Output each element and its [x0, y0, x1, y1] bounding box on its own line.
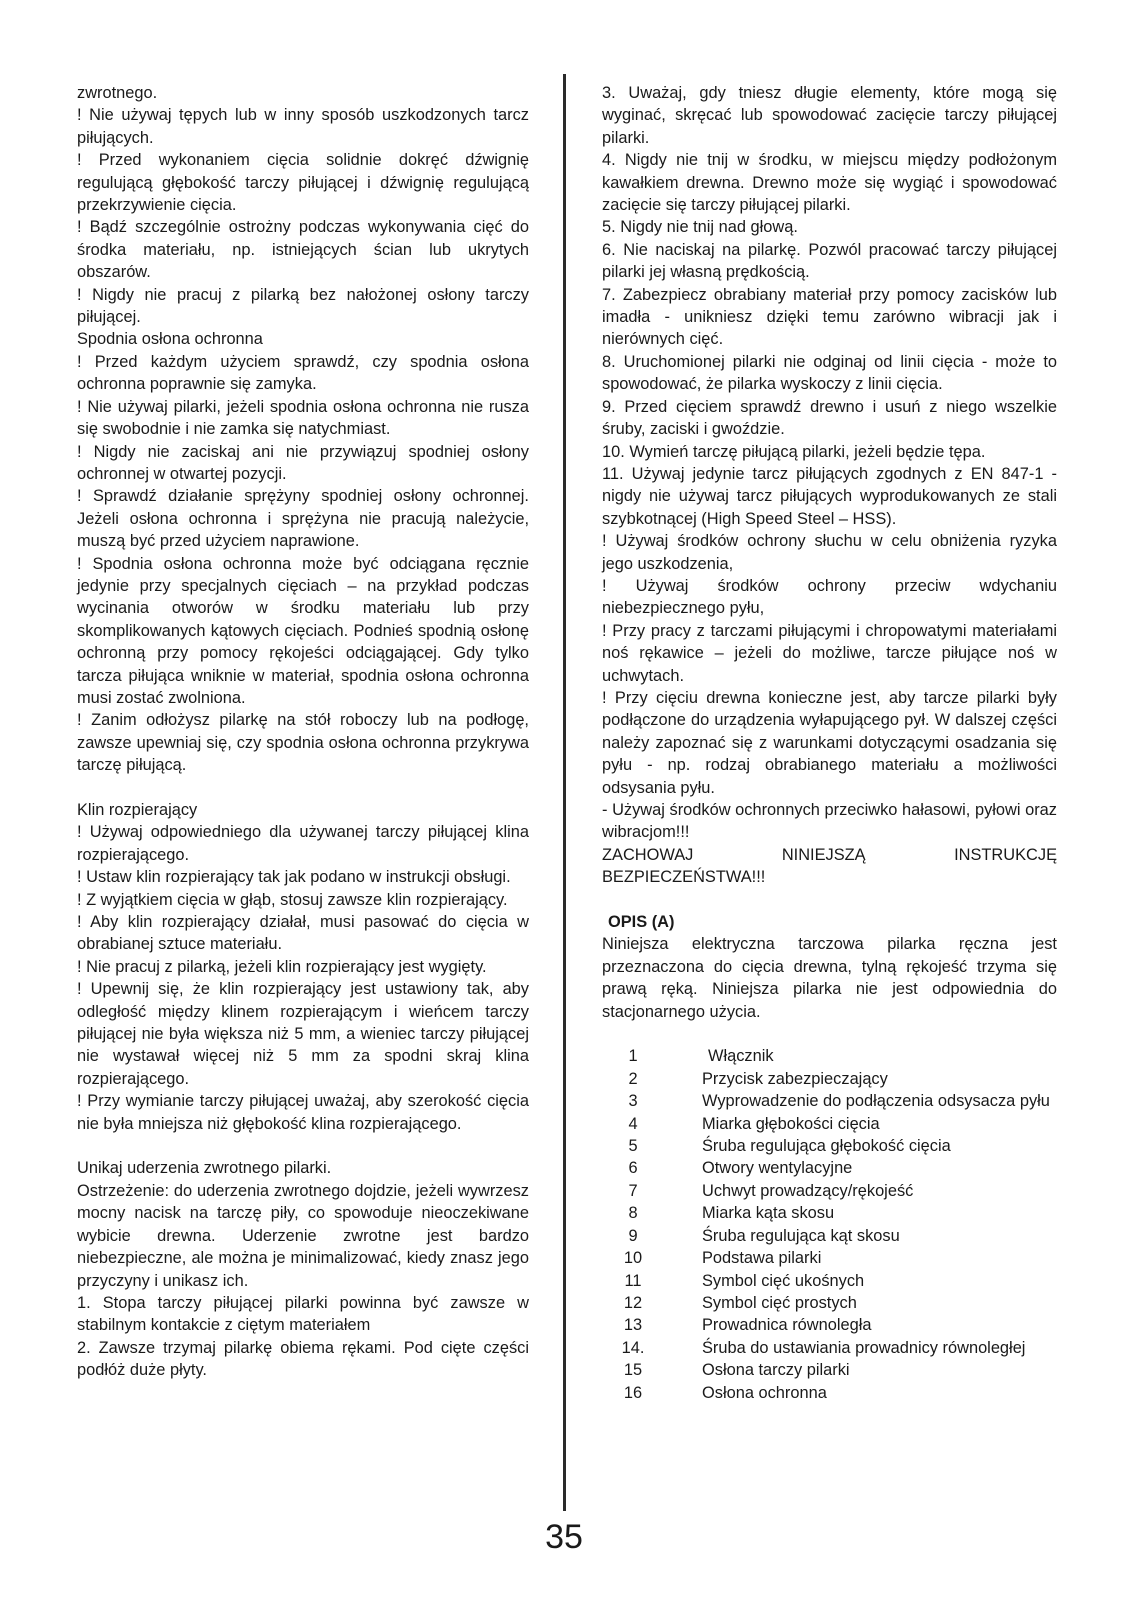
- legend-number: 6: [628, 1159, 638, 1178]
- left-paragraph: ! Przed wykonaniem cięcia solidnie dokręć dźwignię regulującą głębokość tarczy piłującej i dźwignię regulującą przekrzywienie cięcia.: [77, 151, 529, 215]
- legend-item: [602, 1292, 1057, 1314]
- legend-item: [602, 1135, 1057, 1157]
- legend-item: [602, 1045, 1057, 1067]
- legend-number: 3: [628, 1092, 638, 1111]
- legend-label: Osłona tarczy pilarki: [702, 1361, 850, 1380]
- section-heading: OPIS (A): [608, 913, 675, 932]
- left-paragraph: ! Nigdy nie zaciskaj ani nie przywiązuj spodniej osłony ochronnej w otwartej pozycji.: [77, 442, 529, 483]
- legend-label: Śruba regulująca kąt skosu: [702, 1226, 900, 1245]
- legend-number: 14.: [621, 1338, 645, 1357]
- legend-label: Miarka kąta skosu: [702, 1204, 835, 1223]
- left-paragraph: 1. Stopa tarczy piłującej pilarki powinna być zawsze w stabilnym kontakcie z ciętym materiałem: [77, 1293, 529, 1335]
- legend-label: Podstawa pilarki: [702, 1249, 822, 1268]
- legend-label: Przycisk zabezpieczający: [702, 1069, 888, 1088]
- legend-item: [602, 1202, 1057, 1224]
- left-paragraph: ! Nie pracuj z pilarką, jeżeli klin rozpierający jest wygięty.: [77, 957, 487, 976]
- right-paragraph: 11. Używaj jedynie tarcz piłujących zgodnych z EN 847-1 - nigdy nie używaj tarcz piłujących wyprodukowanych ze stali szybkotnącej (High Speed Steel – HSS).: [602, 464, 1057, 528]
- legend-label: Śruba regulująca głębokość cięcia: [702, 1137, 951, 1156]
- legend-number: 16: [623, 1383, 643, 1402]
- left-paragraph: ! Zanim odłożysz pilarkę na stół roboczy lub na podłogę, zawsze upewniaj się, czy spodnia osłona ochronna przykrywa tarczę piłującą.: [77, 711, 529, 775]
- left-paragraph: ! Upewnij się, że klin rozpierający jest ustawiony tak, aby odległość między klinem rozpierającym i wieńcem tarczy piłującej nie była większa niż 5 mm, a wieniec tarczy piłującej nie wystawał więcej niż 5 mm za spodni skraj klina rozpierającego.: [77, 980, 529, 1088]
- left-paragraph: ! Nie używaj tępych lub w inny sposób uszkodzonych tarcz piłujących.: [77, 106, 529, 147]
- legend-item: [602, 1090, 1057, 1112]
- legend-label: Symbol cięć ukośnych: [702, 1271, 865, 1290]
- legend-number: 15: [623, 1361, 643, 1380]
- legend-number: 10: [623, 1249, 643, 1268]
- left-paragraph: ! Z wyjątkiem cięcia w głąb, stosuj zawsze klin rozpierający.: [77, 890, 508, 909]
- left-paragraph: ! Używaj odpowiedniego dla używanej tarczy piłującej klina rozpierającego.: [77, 823, 529, 864]
- legend-number: 8: [628, 1204, 638, 1223]
- legend-number: 4: [628, 1114, 638, 1133]
- right-paragraph: ! Przy pracy z tarczami piłującymi i chropowatymi materiałami noś rękawice – jeżeli do możliwe, tarcze piłujące noś w uchwytach.: [602, 621, 1057, 685]
- right-paragraph: 3. Uważaj, gdy tniesz długie elementy, które mogą się wyginać, skręcać lub spowodować zacięcie tarczy piłującej pilarki.: [602, 84, 1057, 147]
- legend-number: 11: [624, 1271, 642, 1290]
- section-intro: Niniejsza elektryczna tarczowa pilarka ręczna jest przeznaczona do cięcia drewna, tylną rękojeść trzyma się prawą ręką. Niniejsza pilarka nie jest odpowiednia do stacjonarnego użycia.: [602, 935, 1057, 1021]
- legend-label: Otwory wentylacyjne: [702, 1159, 853, 1178]
- left-paragraph: Spodnia osłona ochronna: [77, 330, 263, 349]
- left-paragraph: ! Aby klin rozpierający działał, musi pasować do cięcia w obrabianej sztuce materiału.: [77, 913, 529, 954]
- legend-item: [602, 1247, 1057, 1269]
- legend-item: [602, 1270, 1057, 1292]
- right-paragraph: 10. Wymień tarczę piłującą pilarki, jeżeli będzie tępa.: [602, 442, 986, 461]
- right-paragraph: ! Używaj środków ochrony słuchu w celu obniżenia ryzyka jego uszkodzenia,: [602, 532, 1057, 573]
- legend-label: Wyprowadzenie do podłączenia odsysacza pyłu: [702, 1092, 1050, 1111]
- right-paragraph: 9. Przed cięciem sprawdź drewno i usuń z niego wszelkie śruby, zaciski i gwoździe.: [602, 397, 1057, 439]
- legend-number: 2: [628, 1069, 638, 1088]
- legend-label: Osłona ochronna: [702, 1383, 827, 1402]
- legend-item: [602, 1382, 1057, 1404]
- right-column-paragraphs: [602, 82, 1057, 889]
- left-paragraph: ! Nie używaj pilarki, jeżeli spodnia osłona ochronna nie rusza się swobodnie i nie zamka się natychmiast.: [77, 397, 529, 439]
- left-paragraph: 2. Zawsze trzymaj pilarkę obiema rękami. Pod cięte części podłóż duże płyty.: [77, 1338, 529, 1380]
- legend-item: [602, 1113, 1057, 1135]
- legend-item: [602, 1180, 1057, 1202]
- legend-item: [602, 1225, 1057, 1247]
- right-paragraph: 5. Nigdy nie tnij nad głową.: [602, 218, 798, 237]
- page-number: 35: [545, 1518, 583, 1556]
- legend-item: [602, 1359, 1057, 1381]
- left-paragraph: ! Spodnia osłona ochronna może być odciągana ręcznie jedynie przy specjalnych cięciach – na przykład podczas wycinania otworów w środku materiału lub przy skomplikowanych kątowych cięciach. Podnieś spodnią osłonę ochronną przy pomocy rękojeści odciągającej. Gdy tylko tarcza piłująca wniknie w materiał, spodnia osłona ochronna musi zostać zwolniona.: [77, 554, 529, 707]
- legend-label: Śruba do ustawiania prowadnicy równoległej: [702, 1338, 1026, 1357]
- right-paragraph: ZACHOWAJ NINIEJSZĄ INSTRUKCJĘ BEZPIECZEŃSTWA!!!: [602, 845, 1057, 887]
- legend-number: 7: [628, 1181, 638, 1200]
- blank-line: [77, 1135, 529, 1157]
- legend-number: 5: [628, 1137, 638, 1156]
- right-paragraph: 4. Nigdy nie tnij w środku, w miejscu między podłożonym kawałkiem drewna. Drewno może się wygiąć i spowodować zacięcie się tarczy piłującej pilarki.: [602, 151, 1057, 215]
- right-column: [602, 82, 1057, 1404]
- right-paragraph: 6. Nie naciskaj na pilarkę. Pozwól pracować tarczy piłującej pilarki jej własną prędkością.: [602, 240, 1057, 282]
- left-column: [77, 82, 529, 1382]
- left-paragraph: ! Przed każdym użyciem sprawdź, czy spodnia osłona ochronna poprawnie się zamyka.: [77, 352, 529, 394]
- blank-line: [77, 777, 529, 799]
- legend-label: Symbol cięć prostych: [702, 1293, 857, 1312]
- left-paragraph: Unikaj uderzenia zwrotnego pilarki.: [77, 1159, 332, 1178]
- right-paragraph: 8. Uruchomionej pilarki nie odginaj od linii cięcia - może to spowodować, że pilarka wyskoczy z linii cięcia.: [602, 352, 1057, 394]
- left-paragraph: ! Przy wymianie tarczy piłującej uważaj, aby szerokość cięcia nie była mniejsza niż głębokość klina rozpierającego.: [77, 1092, 529, 1133]
- right-paragraph: ! Używaj środków ochrony przeciw wdychaniu niebezpiecznego pyłu,: [602, 576, 1057, 618]
- legend-number: 12: [623, 1293, 643, 1312]
- legend-label: Prowadnica równoległa: [702, 1316, 872, 1335]
- parts-legend: [602, 1045, 1057, 1404]
- left-paragraph: Klin rozpierający: [77, 800, 198, 819]
- legend-item: [602, 1314, 1057, 1336]
- legend-label: Uchwyt prowadzący/rękojeść: [702, 1181, 914, 1200]
- left-paragraph: ! Ustaw klin rozpierający tak jak podano w instrukcji obsługi.: [77, 868, 511, 887]
- left-paragraph: Ostrzeżenie: do uderzenia zwrotnego dojdzie, jeżeli wywrzesz mocny nacisk na tarczę piły, co spowoduje nieoczekiwane wybicie drewna. Uderzenie zwrotne jest bardzo niebezpieczne, ale można je minimalizować, kiedy znasz jego przyczyny i unikasz ich.: [77, 1181, 529, 1290]
- left-paragraph: ! Bądź szczególnie ostrożny podczas wykonywania cięć do środka materiału, np. istniejących ścian lub ukrytych obszarów.: [77, 218, 529, 282]
- legend-item: [602, 1337, 1057, 1359]
- legend-label: Miarka głębokości cięcia: [702, 1114, 880, 1133]
- legend-number: 9: [628, 1226, 638, 1245]
- left-paragraph: zwrotnego.: [77, 84, 158, 102]
- legend-number: 13: [623, 1316, 643, 1335]
- legend-item: [602, 1068, 1057, 1090]
- column-divider: [563, 74, 566, 1511]
- left-paragraph: ! Nigdy nie pracuj z pilarką bez nałożonej osłony tarczy piłującej.: [77, 285, 529, 327]
- right-paragraph: ! Przy cięciu drewna konieczne jest, aby tarcze pilarki były podłączone do urządzenia wyłapującego pył. W dalszej części należy zapoznać się z warunkami dotyczącymi osadzania się pyłu - np. rodzaj obrabianego materiału a możliwości odsysania pyłu.: [602, 688, 1057, 797]
- right-paragraph: 7. Zabezpiecz obrabiany materiał przy pomocy zacisków lub imadła - unikniesz dzięki temu zarówno wibracji jak i nierównych cięć.: [602, 285, 1057, 349]
- left-paragraph: ! Sprawdź działanie sprężyny spodniej osłony ochronnej. Jeżeli osłona ochronna i sprężyna nie pracują należycie, muszą być przed użyciem naprawione.: [77, 487, 529, 551]
- legend-label: Włącznik: [708, 1047, 774, 1066]
- legend-number: 1: [628, 1047, 638, 1066]
- legend-item: [602, 1157, 1057, 1179]
- right-paragraph: - Używaj środków ochronnych przeciwko hałasowi, pyłowi oraz wibracjom!!!: [602, 801, 1057, 842]
